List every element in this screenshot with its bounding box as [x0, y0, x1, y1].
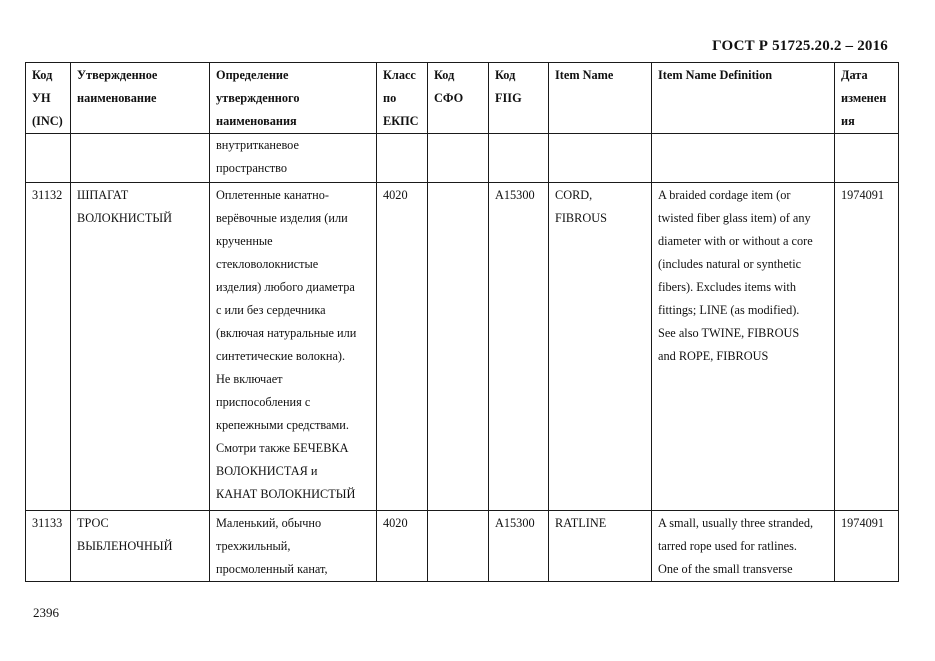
cell-item-definition: A small, usually three stranded, tarred rope used for ratlines. One of the small transverse: [652, 511, 835, 582]
continuation-row: [26, 134, 899, 183]
cell-item-name: [549, 134, 652, 183]
col-header-approved-name: Утвержденное наименование: [71, 63, 210, 134]
cell-change-date: [835, 134, 899, 183]
col-header-inc: Код УН (INC): [26, 63, 71, 134]
col-header-change-date: Дата изменен ия: [835, 63, 899, 134]
cell-definition: Маленький, обычно трехжильный, просмоленный канат,: [210, 511, 377, 582]
cell-item-name: RATLINE: [549, 511, 652, 582]
cell-item-name: CORD, FIBROUS: [549, 183, 652, 511]
col-header-ekps-class: Класс по ЕКПС: [377, 63, 428, 134]
cell-approved-name: ТРОС ВЫБЛЕНОЧНЫЙ: [71, 511, 210, 582]
col-header-definition: Определение утвержденного наименования: [210, 63, 377, 134]
col-header-fiig-code: Код FIIG: [489, 63, 549, 134]
col-header-item-definition: Item Name Definition: [652, 63, 835, 134]
cell-inc: 31133: [26, 511, 71, 582]
cell-sfo-code: [428, 511, 489, 582]
table-row: [26, 183, 899, 511]
cell-item-definition: [652, 134, 835, 183]
col-header-item-name: Item Name: [549, 63, 652, 134]
cell-ekps-class: 4020: [377, 511, 428, 582]
cell-fiig-code: [489, 134, 549, 183]
table-row: [26, 511, 899, 582]
document-code: ГОСТ Р 51725.20.2 – 2016: [712, 38, 888, 54]
cell-fiig-code: A15300: [489, 511, 549, 582]
cell-approved-name: ШПАГАТ ВОЛОКНИСТЫЙ: [71, 183, 210, 511]
cell-change-date: 1974091: [835, 183, 899, 511]
cell-fiig-code: A15300: [489, 183, 549, 511]
cell-inc: 31132: [26, 183, 71, 511]
cell-approved-name: [71, 134, 210, 183]
catalog-table: [25, 62, 899, 582]
cell-ekps-class: [377, 134, 428, 183]
cell-item-definition: A braided cordage item (or twisted fiber glass item) of any diameter with or without a core (includes natural or synthetic fibers). Excludes items with fittings; LINE (as modified). See also TWINE, FIBROUS and ROPE, FIBROUS: [652, 183, 835, 511]
page-number: 2396: [33, 605, 59, 620]
cell-definition: Оплетенные канатно- верёвочные изделия (или крученные стекловолокнистые изделия) любого диаметра с или без сердечника (включая натуральные или синтетические волокна). Не включает приспособления с крепежными средствами. Смотри также БЕЧЕВКА ВОЛОКНИСТАЯ и КАНАТ ВОЛОКНИСТЫЙ: [210, 183, 377, 511]
cell-change-date: 1974091: [835, 511, 899, 582]
header-row: [26, 63, 899, 134]
col-header-sfo-code: Код СФО: [428, 63, 489, 134]
cell-inc: [26, 134, 71, 183]
cell-sfo-code: [428, 134, 489, 183]
cell-definition: внутритканевое пространство: [210, 134, 377, 183]
cell-ekps-class: 4020: [377, 183, 428, 511]
cell-sfo-code: [428, 183, 489, 511]
